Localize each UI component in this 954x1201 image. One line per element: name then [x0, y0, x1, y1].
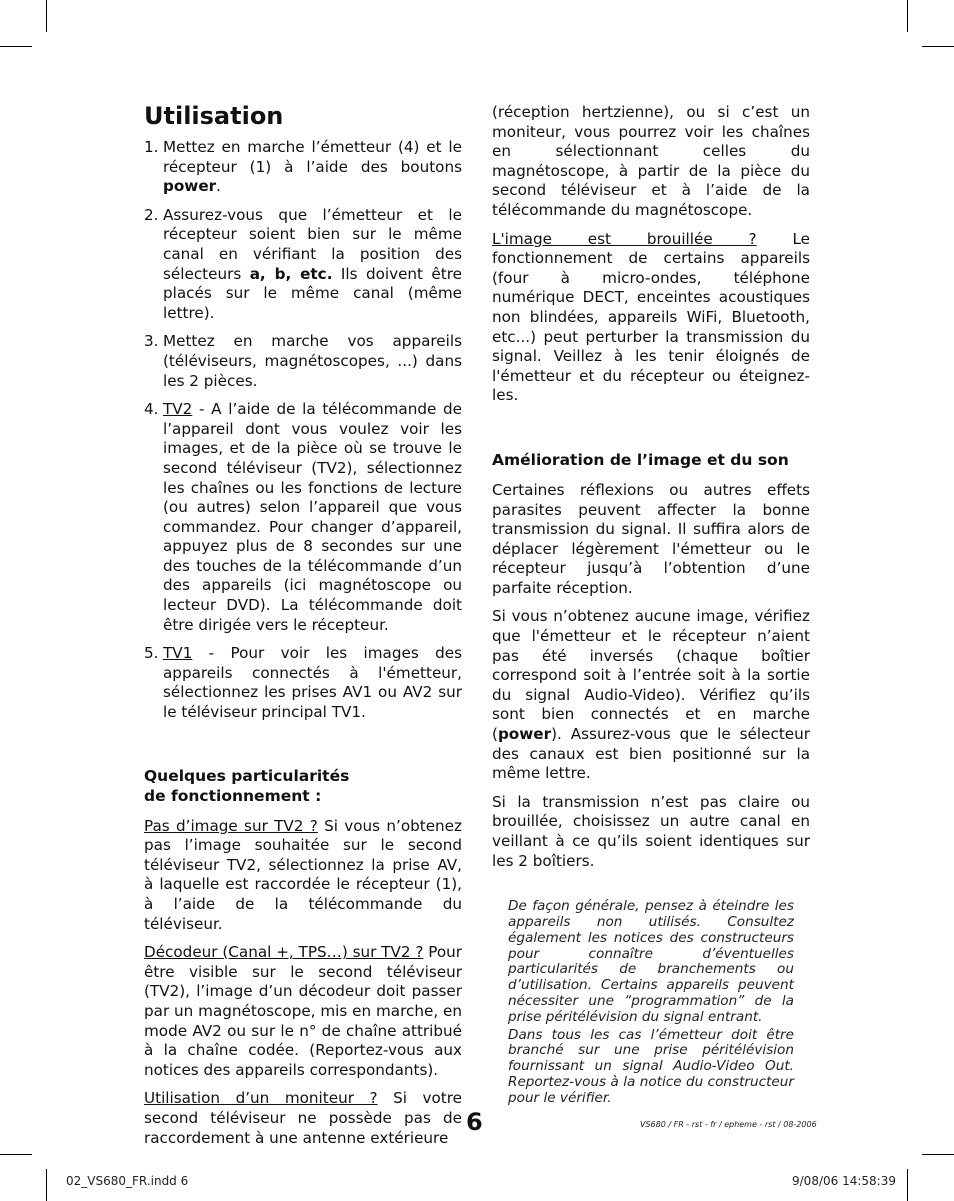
crop-mark	[0, 46, 32, 47]
crop-mark	[46, 0, 47, 32]
paragraph: Décodeur (Canal +, TPS…) sur TV2 ? Pour être visible sur le second téléviseur (TV2), l’image d’un décodeur doit passer par un magnétoscope, mis en marche, en mode AV2 ou sur le n° de chaîne attribué à la chaîne codée. (Reportez-vous aux notices des appareils correspondants).	[144, 943, 463, 1079]
step-number: 4.	[144, 400, 159, 419]
crop-mark	[46, 1169, 47, 1201]
step-label: TV2	[163, 400, 193, 419]
step-label: TV1	[163, 644, 193, 663]
step-number: 2.	[144, 205, 159, 224]
usage-steps	[144, 138, 462, 723]
step-number: 5.	[144, 644, 159, 663]
note-paragraph: Dans tous les cas l’émetteur doit être branché sur une prise péritélévision fournissant un signal Audio-Video Out. Reportez-vous à la notice du constructeur pour le vérifier.	[508, 1026, 794, 1106]
crop-mark	[922, 1154, 954, 1155]
paragraph: Utilisation d’un moniteur ? Si votre second téléviseur ne possède pas de raccordement à une antenne extérieure	[144, 1089, 462, 1147]
step-text: - Pour voir les images des appareils connectés à l'émetteur, sélectionnez les prises AV1 ou AV2 sur le téléviseur principal TV1.	[163, 644, 462, 722]
step-item	[144, 138, 462, 197]
left-column	[144, 100, 462, 1157]
step-item	[144, 400, 462, 635]
paragraph: (réception hertzienne), ou si c’est un moniteur, vous pourrez voir les chaînes en sélectionnant celles du magnétoscope, à partir de la pièce du second téléviseur et à l’aide de la télécommande du magnétoscope.	[492, 103, 810, 219]
step-bold: a, b, etc.	[249, 264, 333, 283]
inline-heading: L'image est brouillée ?	[492, 229, 757, 248]
italic-note	[508, 899, 794, 1106]
step-text: Ils doivent être placés sur le même canal (même lettre).	[163, 264, 462, 322]
paragraph: L'image est brouillée ? Le fonctionnement de certains appareils (four à micro-ondes, téléphone numérique DECT, enceintes acoustiques non blindées, appareils WiFi, Bluetooth, etc...) peut perturber la transmission du signal. Veillez à les tenir éloignés de l'émetteur et du récepteur ou éteignez-les.	[492, 229, 810, 405]
crop-mark	[0, 1154, 32, 1155]
crop-mark	[907, 1169, 908, 1201]
step-item	[144, 206, 462, 324]
paragraph: Si vous n’obtenez aucune image, vérifiez que l'émetteur et le récepteur n’aient pas été inversés (chaque boîtier correspond soit à l’entrée soit à la sortie du signal Audio-Video). Vérifiez qu’ils sont bien connectés et en marche (power). Assurez-vous que le sélecteur des canaux est bien positionné sur la même lettre.	[492, 607, 810, 783]
note-paragraph: De façon générale, pensez à éteindre les appareils non utilisés. Consultez également les notices des constructeurs pour connaître d’éventuelles particularités de branchements ou d’utilisation. Certains appareils peuvent nécessiter une “programmation” de la prise péritélévision du signal entrant.	[508, 898, 794, 1025]
file-slug: 02_VS680_FR.indd 6	[66, 1174, 189, 1188]
inline-heading: Décodeur (Canal +, TPS…) sur TV2 ?	[144, 943, 424, 962]
right-column	[492, 103, 810, 1109]
page-number: 6	[466, 1108, 483, 1136]
section-heading-particularites: Quelques particularités de fonctionnement :	[144, 766, 350, 805]
step-item	[144, 644, 462, 722]
step-number: 3.	[144, 332, 159, 351]
step-text: Assurez-vous que l’émetteur et le récepteur soient bien sur le même canal en vérifiant la position des sélecteurs	[163, 205, 462, 283]
date-slug: 9/08/06 14:58:39	[792, 1174, 896, 1188]
crop-mark	[922, 46, 954, 47]
step-item	[144, 332, 462, 391]
crop-mark	[907, 0, 908, 32]
document-reference: VS680 / FR - rst - fr / epheme - rst / 08-2006	[640, 1120, 817, 1129]
step-text: Mettez en marche l’émetteur (4) et le récepteur (1) à l’aide des boutons	[163, 138, 462, 176]
inline-heading: Pas d’image sur TV2 ?	[144, 816, 318, 835]
inline-heading: Utilisation d’un moniteur ?	[144, 1089, 378, 1108]
step-bold: power	[163, 177, 217, 196]
step-text: .	[216, 177, 221, 196]
step-text: Mettez en marche vos appareils (téléviseurs, magnétoscopes, ...) dans les 2 pièces.	[163, 332, 462, 390]
page-title: Utilisation	[144, 102, 284, 130]
paragraph: Pas d’image sur TV2 ? Si vous n’obtenez pas l’image souhaitée sur le second téléviseur TV2, sélectionnez la prise AV, à laquelle est raccordée le récepteur (1), à l’aide de la télécommande du téléviseur.	[144, 816, 462, 933]
section-heading-amelioration: Amélioration de l’image et du son	[492, 450, 789, 469]
paragraph: Si la transmission n’est pas claire ou brouillée, choisissez un autre canal en veillant à ce qu’ils soient identiques sur les 2 boîtiers.	[492, 792, 810, 870]
step-text: - A l’aide de la télécommande de l’appareil dont vous voulez voir les images, et de la pièce où se trouve le second téléviseur (TV2), sélectionnez les chaînes ou les fonctions de lecture (ou autres) selon l’appareil que vous commandez. Pour changer d’appareil, appuyez plus de 8 secondes sur une des touches de la télécommande d’un des appareils (ici magnétoscope ou lecteur DVD). La télécommande doit être dirigée vers le récepteur.	[163, 400, 462, 634]
step-number: 1.	[144, 138, 159, 156]
paragraph: Certaines réflexions ou autres effets parasites peuvent affecter la bonne transmission du signal. Il suffira alors de déplacer légèrement l'émetteur ou le récepteur jusqu’à l’obtention d’une parfaite réception.	[492, 480, 810, 597]
